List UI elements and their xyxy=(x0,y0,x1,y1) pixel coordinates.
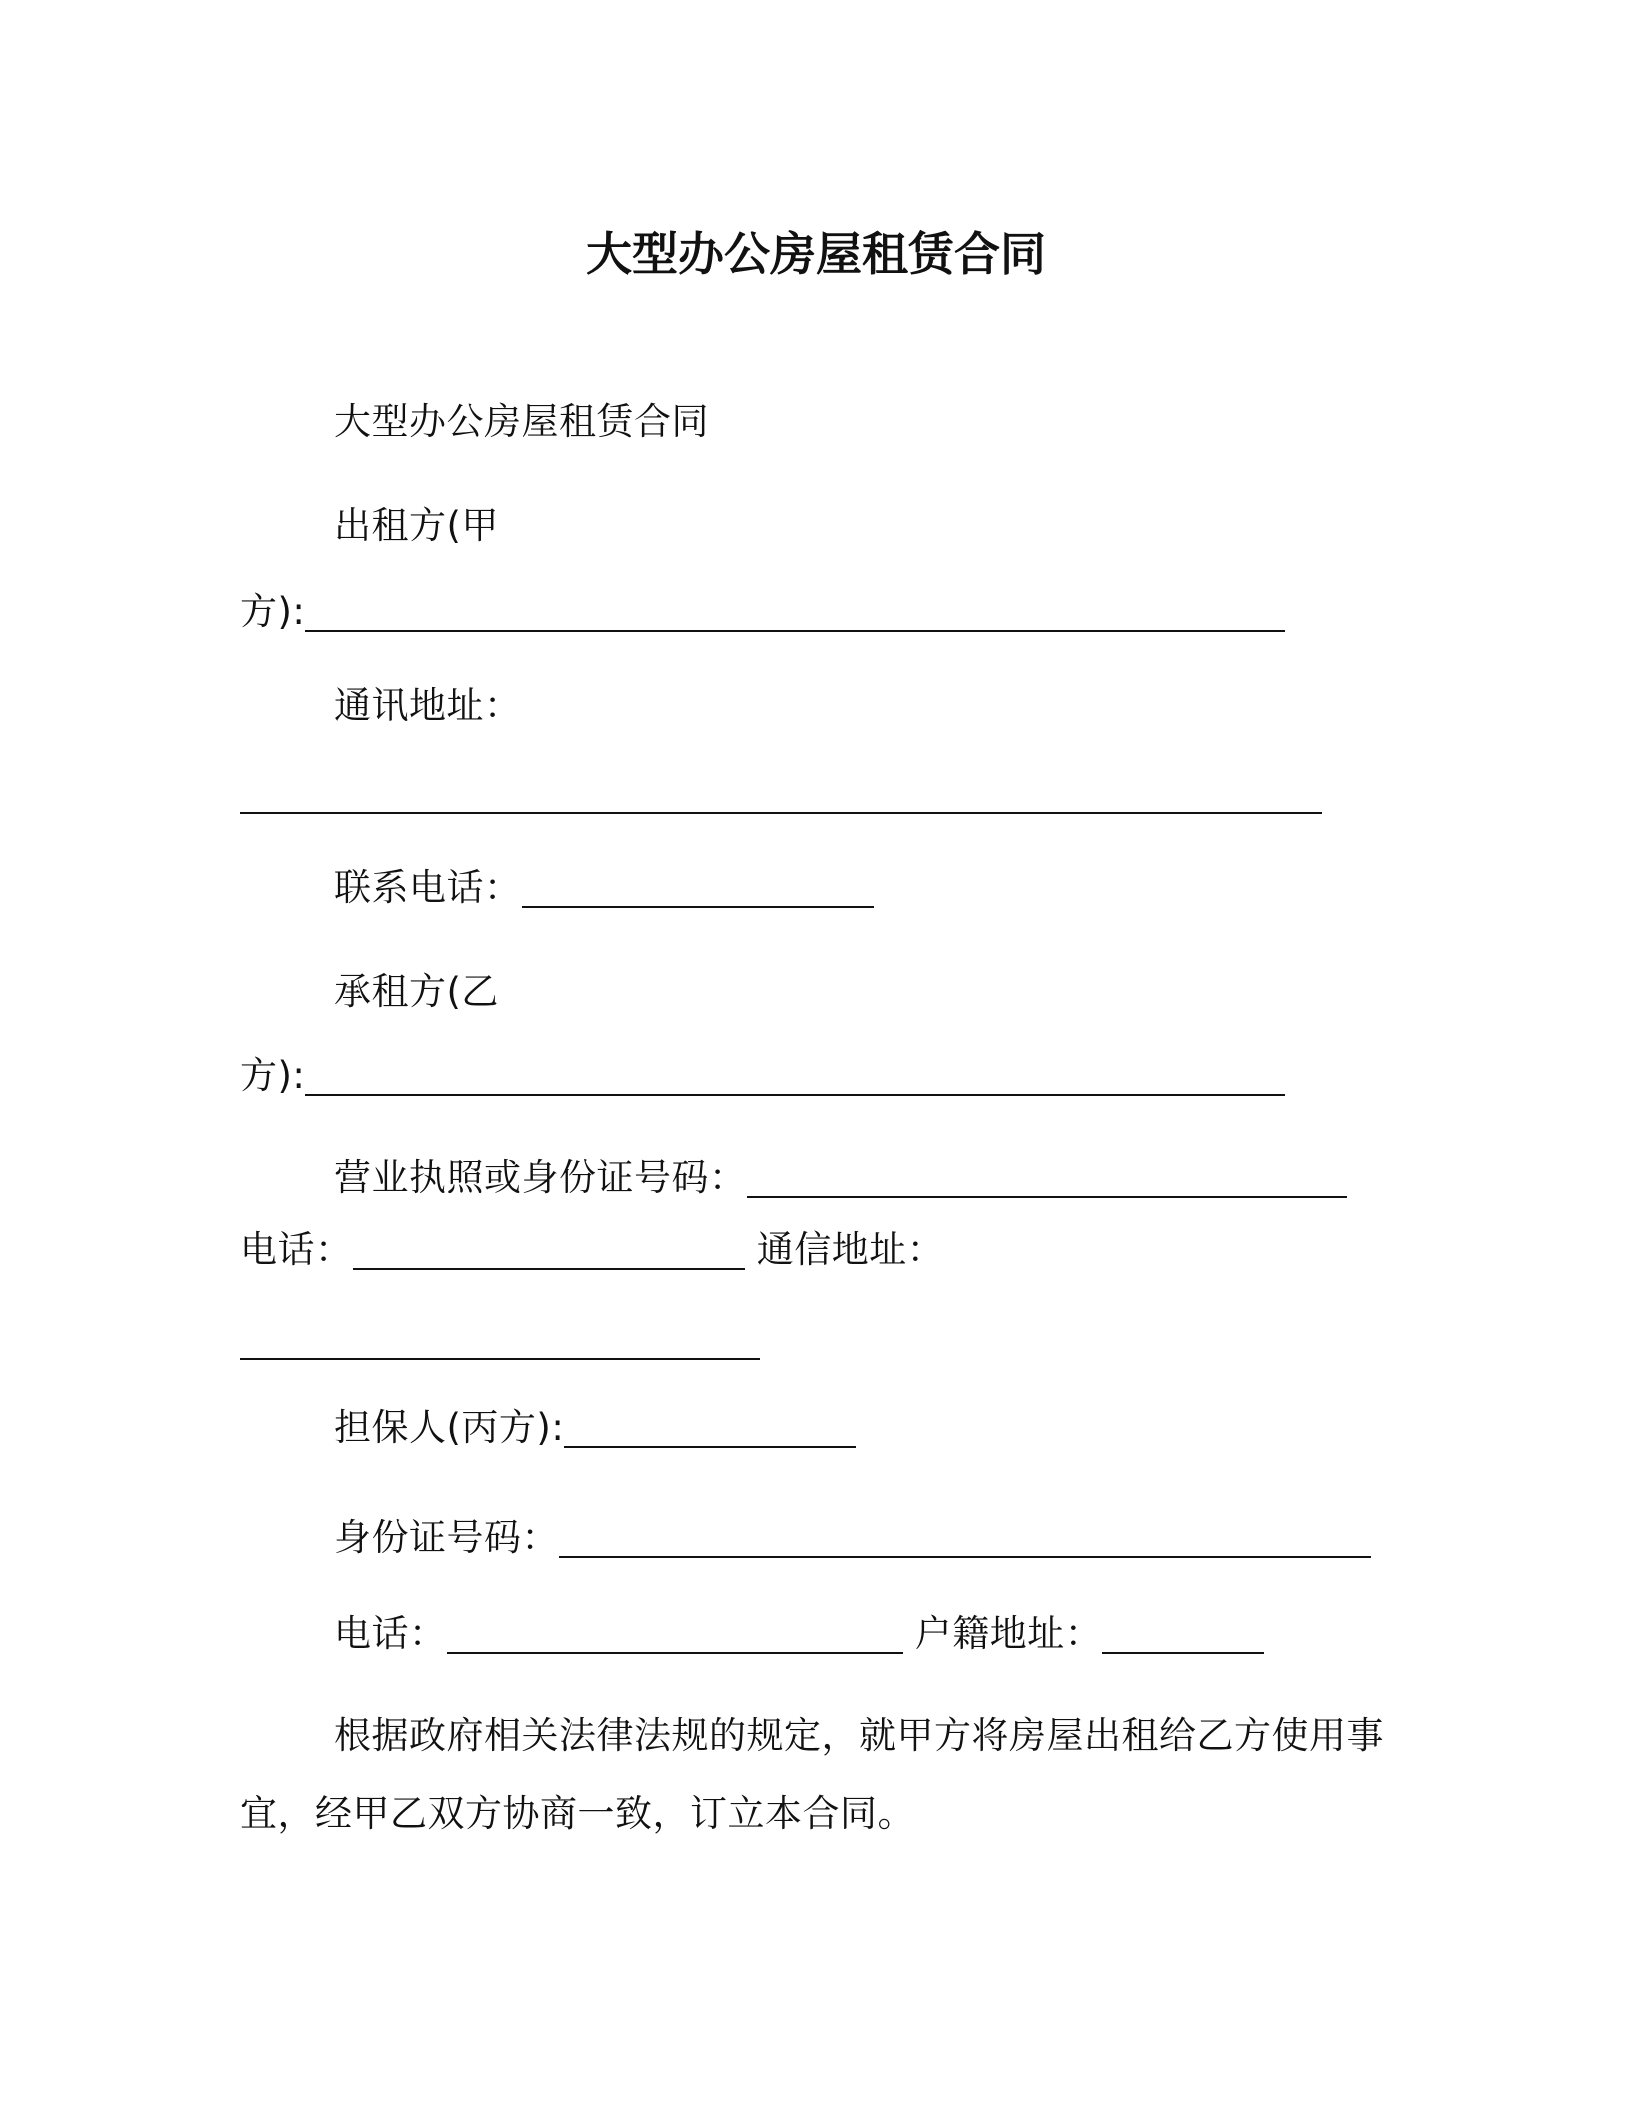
lessee-address-row xyxy=(240,1316,760,1364)
lessor-name-blank[interactable] xyxy=(305,592,1285,632)
lessor-label-cont: 方): xyxy=(240,590,306,633)
guarantor-blank[interactable] xyxy=(564,1408,856,1448)
lessee-phone-blank[interactable] xyxy=(353,1230,745,1270)
preamble-line-2: 宜，经甲乙双方协商一致，订立本合同。 xyxy=(240,1792,915,1835)
guarantor-row xyxy=(334,1404,856,1452)
lessee-label: 承租方(乙 xyxy=(334,970,499,1013)
preamble-line-1: 根据政府相关法律法规的规定，就甲方将房屋出租给乙方使用事 xyxy=(334,1714,1384,1757)
guarantor-id-blank[interactable] xyxy=(559,1518,1371,1558)
guarantor-id-label: 身份证号码： xyxy=(334,1516,559,1559)
guarantor-contact-row xyxy=(334,1610,1264,1658)
lessor-address-blank[interactable] xyxy=(240,774,1322,814)
lessee-name-row xyxy=(240,1052,1285,1100)
lessor-address-label: 通讯地址： xyxy=(334,684,522,727)
license-label: 营业执照或身份证号码： xyxy=(334,1156,747,1199)
lessee-phone-label: 电话： xyxy=(240,1228,353,1271)
lessor-name-row xyxy=(240,588,1285,636)
lessee-name-blank[interactable] xyxy=(305,1056,1285,1096)
household-address-blank[interactable] xyxy=(1102,1614,1264,1654)
household-address-label: 户籍地址： xyxy=(914,1612,1103,1655)
license-blank[interactable] xyxy=(747,1158,1347,1198)
guarantor-phone-blank[interactable] xyxy=(447,1614,903,1654)
lessor-phone-row xyxy=(334,864,874,912)
lessee-label-cont: 方): xyxy=(240,1054,306,1097)
guarantor-phone-label: 电话： xyxy=(334,1612,447,1655)
guarantor-label: 担保人(丙方): xyxy=(334,1406,565,1449)
lessee-contact-row xyxy=(240,1226,944,1274)
lessor-phone-label: 联系电话： xyxy=(334,866,522,909)
contract-subtitle: 大型办公房屋租赁合同 xyxy=(334,400,709,443)
lessor-phone-blank[interactable] xyxy=(522,868,874,908)
lessor-label: 出租方(甲 xyxy=(334,504,499,547)
license-row xyxy=(334,1154,1347,1202)
lessee-address-label: 通信地址： xyxy=(756,1228,945,1271)
lessor-address-row xyxy=(240,770,1322,818)
lessee-address-blank[interactable] xyxy=(240,1320,760,1360)
guarantor-id-row xyxy=(334,1514,1371,1562)
document-title: 大型办公房屋租赁合同 xyxy=(586,227,1046,281)
